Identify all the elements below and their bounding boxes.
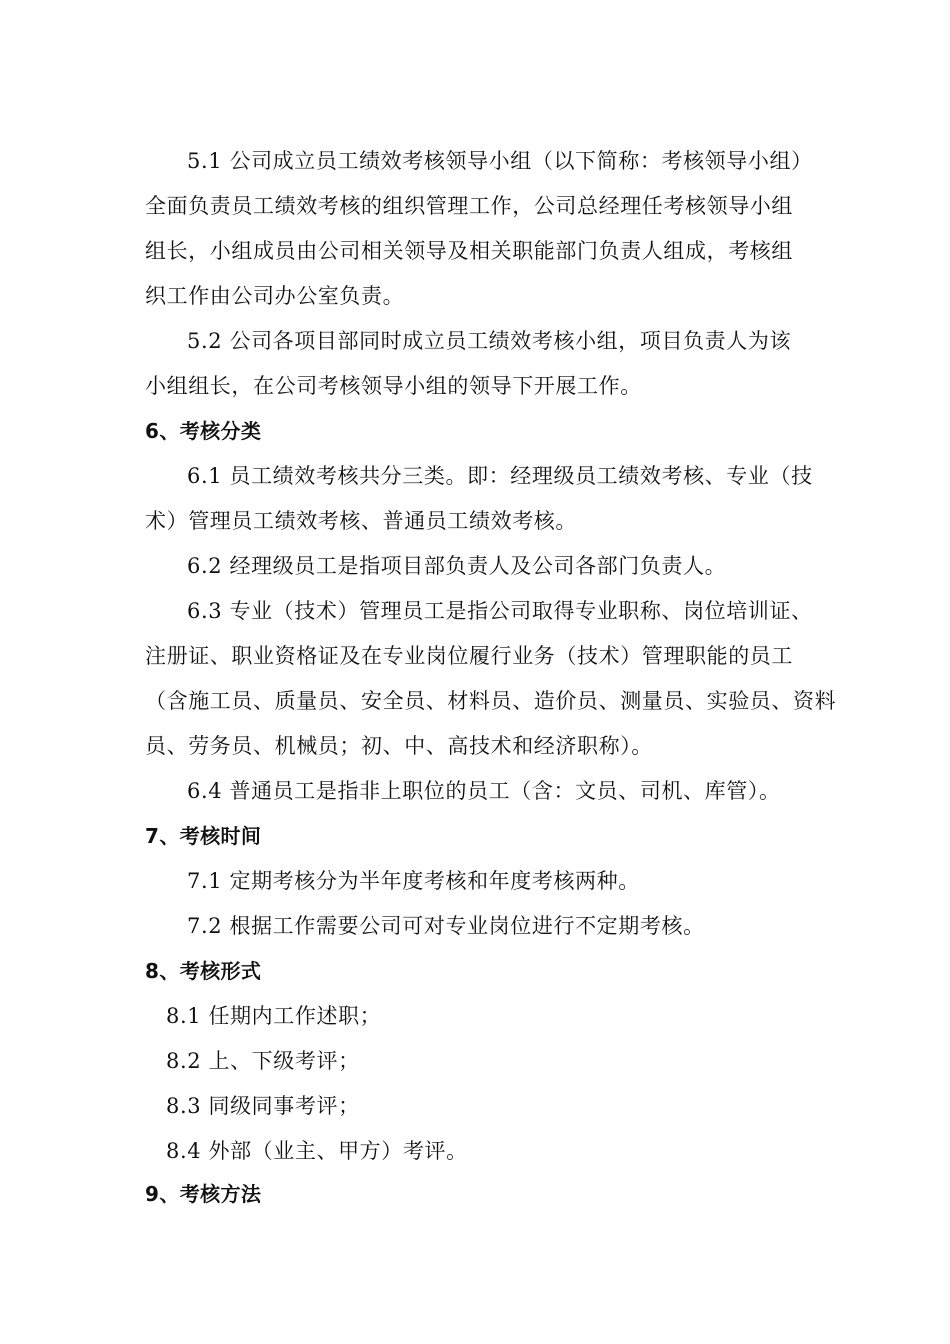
heading-9: 9、考核方法	[145, 1182, 262, 1206]
list-item-8-1: 8.1 任期内工作述职；	[166, 1004, 382, 1028]
list-item-8-3: 8.3 同级同事考评；	[166, 1094, 360, 1118]
paragraph-5-1-line-1: 5.1 公司成立员工绩效考核领导小组（以下简称：考核领导小组）	[187, 149, 813, 173]
paragraph-5-1-line-4: 织工作由公司办公室负责。	[145, 284, 405, 308]
paragraph-6-3-line-3: （含施工员、质量员、安全员、材料员、造价员、测量员、实验员、资料	[145, 689, 837, 713]
paragraph-5-1-line-2: 全面负责员工绩效考核的组织管理工作，公司总经理任考核领导小组	[145, 194, 793, 218]
list-item-8-2: 8.2 上、下级考评；	[166, 1049, 360, 1073]
paragraph-7-2: 7.2 根据工作需要公司可对专业岗位进行不定期考核。	[187, 914, 705, 938]
paragraph-6-3-line-1: 6.3 专业（技术）管理员工是指公司取得专业职称、岗位培训证、	[187, 599, 813, 623]
paragraph-7-1: 7.1 定期考核分为半年度考核和年度考核两种。	[187, 869, 640, 893]
paragraph-6-1-line-2: 术）管理员工绩效考核、普通员工绩效考核。	[145, 509, 577, 533]
paragraph-6-1-line-1: 6.1 员工绩效考核共分三类。即：经理级员工绩效考核、专业（技	[187, 464, 813, 488]
paragraph-6-3-line-4: 员、劳务员、机械员；初、中、高技术和经济职称）。	[145, 734, 653, 758]
paragraph-5-2-line-1: 5.2 公司各项目部同时成立员工绩效考核小组，项目负责人为该	[187, 329, 792, 353]
paragraph-5-2-line-2: 小组组长，在公司考核领导小组的领导下开展工作。	[145, 374, 642, 398]
paragraph-5-1-line-3: 组长，小组成员由公司相关领导及相关职能部门负责人组成，考核组	[145, 239, 793, 263]
heading-8: 8、考核形式	[145, 959, 262, 983]
heading-7: 7、考核时间	[145, 824, 262, 848]
paragraph-6-3-line-2: 注册证、职业资格证及在专业岗位履行业务（技术）管理职能的员工	[145, 644, 793, 668]
list-item-8-4: 8.4 外部（业主、甲方）考评。	[166, 1139, 468, 1163]
paragraph-6-4: 6.4 普通员工是指非上职位的员工（含：文员、司机、库管）。	[187, 779, 781, 803]
paragraph-6-2: 6.2 经理级员工是指项目部负责人及公司各部门负责人。	[187, 554, 727, 578]
heading-6: 6、考核分类	[145, 419, 262, 443]
